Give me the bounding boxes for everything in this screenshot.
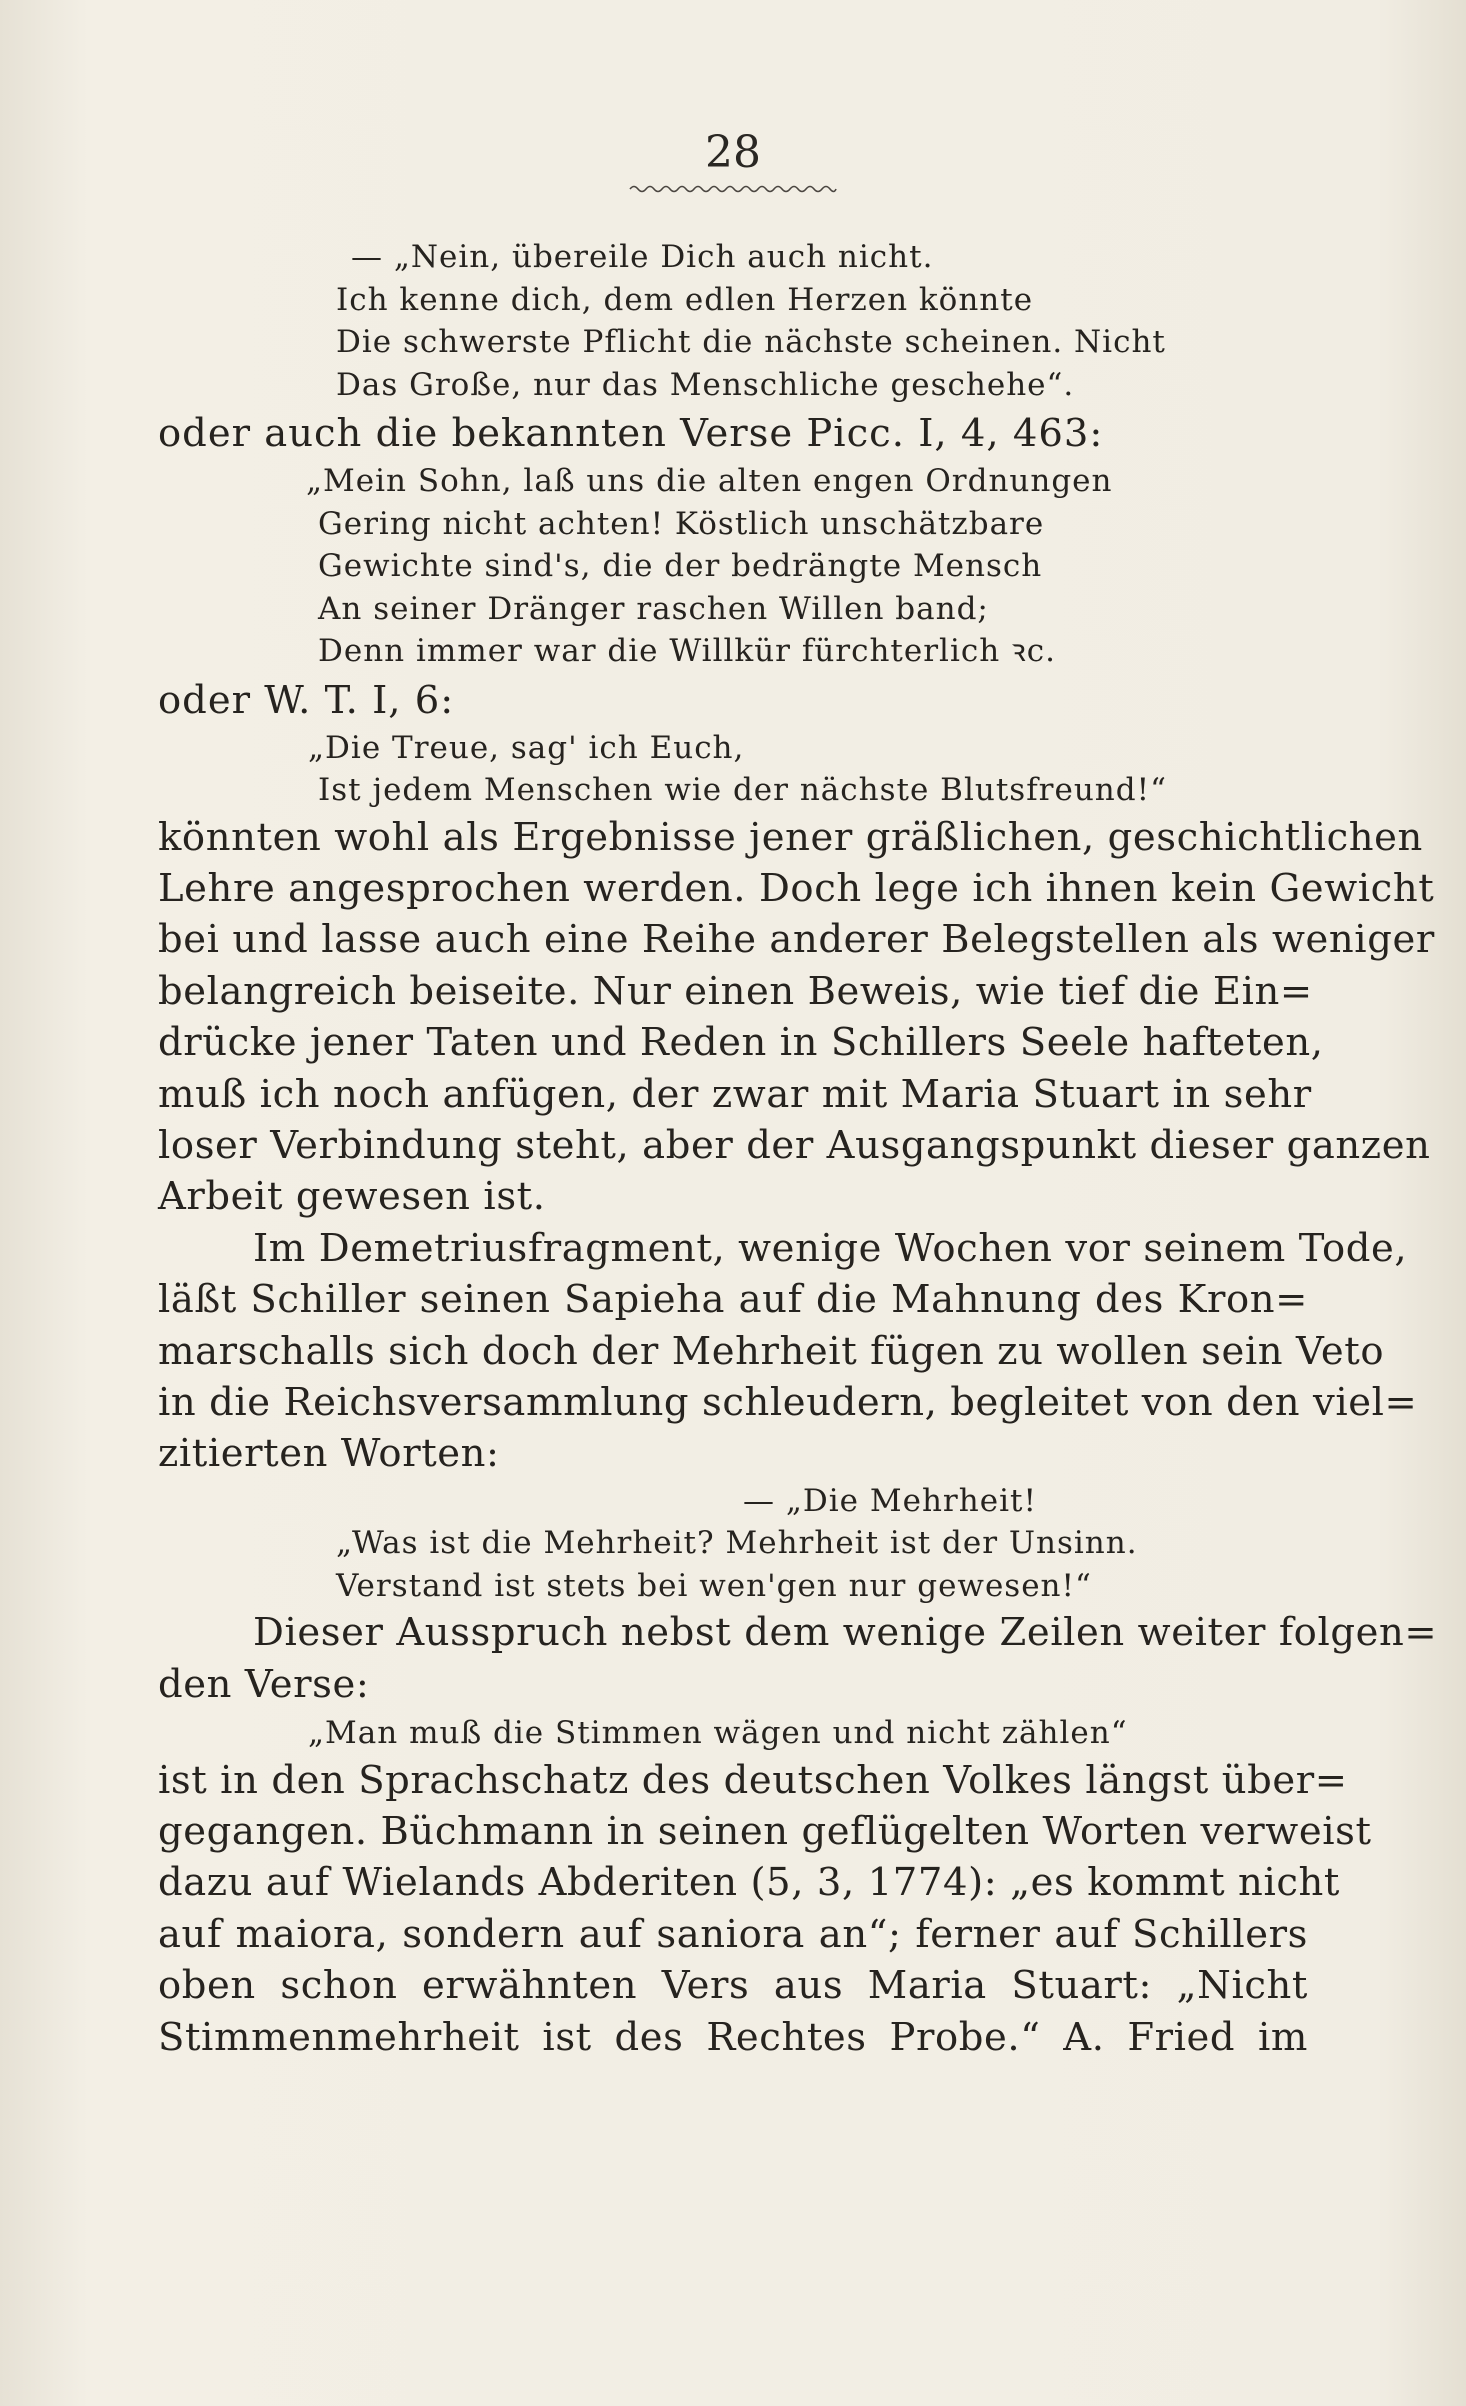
prose-line: oben schon erwähnten Vers aus Maria Stuart: „Nicht — [158, 1963, 1308, 2009]
paragraph-demetrius — [158, 1223, 1418, 1480]
prose-line: belangreich beiseite. Nur einen Beweis, wie tief die Ein= — [158, 968, 1313, 1014]
page-number: 28 — [705, 127, 761, 178]
page-body — [158, 236, 1438, 2063]
prose-line: dazu auf Wielands Abderiten (5, 3, 1774): „es kommt nicht — [158, 1860, 1340, 1906]
prose-line: den Verse: — [158, 1661, 370, 1707]
verse-line: Gering nicht achten! Köstlich unschätzbare — [318, 505, 1045, 542]
verse-block-treue — [158, 727, 1308, 812]
prose-line: loser Verbindung steht, aber der Ausgangspunkt dieser ganzen — [158, 1122, 1431, 1168]
verse-line: Ist jedem Menschen wie der nächste Blutsfreund!“ — [318, 772, 1167, 808]
prose-line: muß ich noch anfügen, der zwar mit Maria Stuart in sehr — [158, 1071, 1312, 1117]
verse-block-nein — [158, 236, 1308, 406]
prose-line: gegangen. Büchmann in seinen geflügelten Worten verweist — [158, 1809, 1372, 1854]
verse-line: Das Große, nur das Menschliche geschehe“. — [336, 366, 1075, 403]
prose-line: Im Demetriusfragment, wenige Wochen vor seinem Tode, — [253, 1225, 1408, 1271]
page-header — [0, 128, 1466, 196]
verse-line: Denn immer war die Willkür fürchterlich ꝛc. — [318, 633, 1056, 669]
verse-line: „Die Treue, sag' ich Euch, — [308, 729, 745, 766]
verse-line: Gewichte sind's, die der bedrängte Mensch — [318, 548, 1043, 584]
verse-line: — „Die Mehrheit! — [743, 1482, 1037, 1519]
prose-line: bei und lasse auch eine Reihe anderer Belegstellen als weniger — [158, 917, 1435, 963]
intro-line-piccolomini: oder auch die bekannten Verse Picc. I, 4, 463: — [158, 411, 1104, 456]
paragraph-ausspruch — [158, 1607, 1438, 1710]
prose-line: Stimmenmehrheit ist des Rechtes Probe.“ A. Fried im — [158, 2014, 1308, 2060]
verse-block-mein-sohn — [158, 460, 1308, 673]
wavy-rule-ornament — [628, 182, 838, 196]
prose-line: Lehre angesprochen werden. Doch lege ich ihnen kein Gewicht — [158, 865, 1435, 911]
prose-line: marschalls sich doch der Mehrheit fügen zu wollen sein Veto — [158, 1328, 1385, 1374]
prose-line: läßt Schiller seinen Sapieha auf die Mahnung des Kron= — [158, 1277, 1308, 1323]
verse-line: Ich kenne dich, dem edlen Herzen könnte — [336, 281, 1034, 318]
verse-line-stimmen: „Man muß die Stimmen wägen und nicht zählen“ — [308, 1715, 1128, 1752]
verse-line: — „Nein, übereile Dich auch nicht. — [351, 239, 934, 275]
prose-line: ist in den Sprachschatz des deutschen Volkes längst über= — [158, 1757, 1348, 1803]
intro-line-tell: oder W. T. I, 6: — [158, 677, 455, 723]
verse-line: „Mein Sohn, laß uns die alten engen Ordnungen — [306, 463, 1113, 499]
prose-line: drücke jener Taten und Reden in Schillers Seele hafteten, — [158, 1020, 1324, 1066]
verse-line: „Was ist die Mehrheit? Mehrheit ist der Unsinn. — [336, 1525, 1138, 1562]
prose-line: zitierten Worten: — [158, 1431, 500, 1477]
prose-line: auf maiora, sondern auf saniora an“; ferner auf Schillers — [158, 1911, 1308, 1957]
prose-line: in die Reichsversammlung schleudern, begleitet von den viel= — [158, 1379, 1418, 1425]
paragraph-ergebnisse — [158, 812, 1435, 1223]
verse-block-mehrheit — [158, 1480, 1308, 1608]
prose-line: Dieser Ausspruch nebst dem wenige Zeilen weiter folgen= — [253, 1610, 1438, 1656]
paragraph-sprachschatz — [158, 1755, 1372, 2063]
prose-line: könnten wohl als Ergebnisse jener gräßlichen, geschichtlichen — [158, 814, 1423, 860]
verse-line: Die schwerste Pflicht die nächste scheinen. Nicht — [336, 324, 1166, 360]
verse-line: Verstand ist stets bei wen'gen nur gewesen!“ — [336, 1567, 1092, 1604]
verse-line: An seiner Dränger raschen Willen band; — [318, 590, 989, 627]
prose-line: Arbeit gewesen ist. — [158, 1174, 546, 1220]
